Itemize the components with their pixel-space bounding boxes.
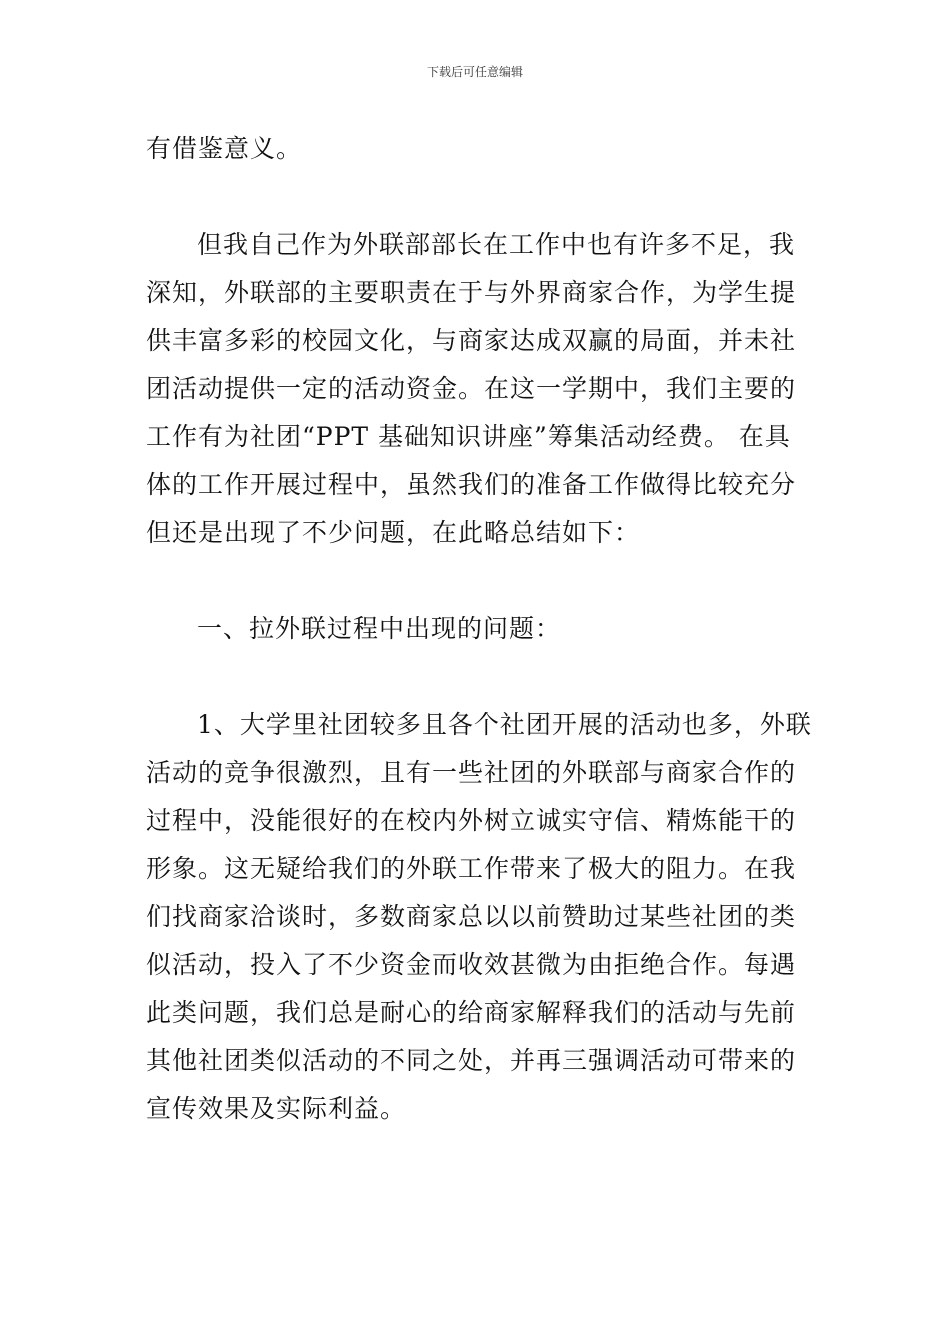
text-line: 宣传效果及实际利益。 [146, 1094, 407, 1123]
text-line: 但我自己作为外联部部长在工作中也有许多不足，我 [197, 230, 796, 259]
paragraph-problem-1 [146, 701, 811, 1133]
text-line: 深知，外联部的主要职责在于与外界商家合作，为学生提 [146, 278, 797, 307]
paragraph-continuation [146, 125, 811, 173]
text-line: 有借鉴意义。 [146, 134, 303, 163]
text-line: 形象。这无疑给我们的外联工作带来了极大的阻力。在我 [146, 854, 797, 883]
text-line: 过程中，没能很好的在校内外树立诚实守信、精炼能干的 [146, 806, 797, 835]
section-heading [146, 605, 811, 653]
text-line: 供丰富多彩的校园文化，与商家达成双赢的局面，并未社 [146, 326, 797, 355]
text-line: 1、大学里社团较多且各个社团开展的活动也多，外联 [197, 710, 812, 739]
heading-line: 一、拉外联过程中出现的问题： [197, 614, 562, 643]
text-line: 此类问题，我们总是耐心的给商家解释我们的活动与先前 [146, 998, 797, 1027]
text-line: 团活动提供一定的活动资金。在这一学期中，我们主要的 [146, 374, 797, 403]
text-line: 们找商家洽谈时，多数商家总以以前赞助过某些社团的类 [146, 902, 797, 931]
text-line: 体的工作开展过程中，虽然我们的准备工作做得比较充分 [146, 470, 797, 499]
page-header-note: 下载后可任意编辑 [426, 65, 523, 79]
text-line: 工作有为社团“PPT 基础知识讲座”筹集活动经费。 在具 [146, 422, 791, 451]
text-line: 活动的竞争很激烈，且有一些社团的外联部与商家合作的 [146, 758, 797, 787]
paragraph-self-assessment [146, 221, 811, 557]
document-body [146, 125, 811, 1133]
text-line: 似活动，投入了不少资金而收效甚微为由拒绝合作。每遇 [146, 950, 797, 979]
text-line: 但还是出现了不少问题，在此略总结如下： [146, 518, 641, 547]
text-line: 其他社团类似活动的不同之处，并再三强调活动可带来的 [146, 1046, 797, 1075]
